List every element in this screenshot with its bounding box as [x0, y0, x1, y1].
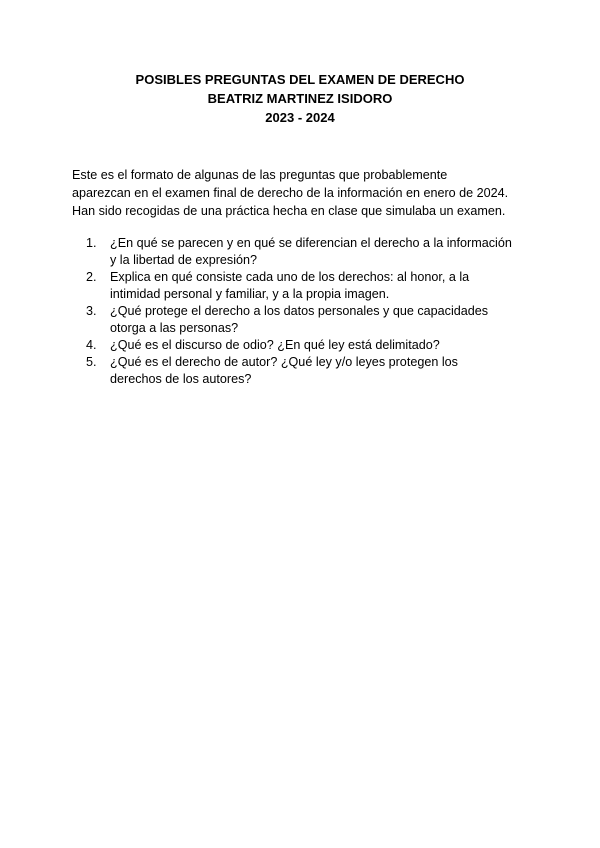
question-number: 4. [86, 338, 97, 352]
question-number: 3. [86, 304, 97, 318]
question-number: 1. [86, 236, 97, 250]
intro-line: aparezcan en el examen final de derecho de la información en enero de 2024. [72, 186, 509, 200]
question-item [86, 235, 546, 269]
question-text-line: ¿Qué protege el derecho a los datos personales y que capacidades [110, 304, 489, 318]
question-text-line: Explica en qué consiste cada uno de los derechos: al honor, a la [110, 270, 470, 284]
intro-line: Este es el formato de algunas de las preguntas que probablemente [72, 168, 448, 182]
intro-line: Han sido recogidas de una práctica hecha en clase que simulaba un examen. [72, 204, 506, 218]
question-item [86, 354, 546, 388]
question-number: 2. [86, 270, 97, 284]
question-text-line: ¿En qué se parecen y en qué se diferencian el derecho a la información [110, 236, 512, 250]
document-year: 2023 - 2024 [265, 110, 335, 125]
question-number: 5. [86, 355, 97, 369]
question-text-line: otorga a las personas? [110, 321, 239, 335]
question-item [86, 303, 546, 337]
questions-list [86, 235, 546, 388]
question-text-line: ¿Qué es el discurso de odio? ¿En qué ley está delimitado? [110, 338, 440, 352]
document-title: POSIBLES PREGUNTAS DEL EXAMEN DE DERECHO [135, 72, 465, 87]
document-header [0, 70, 600, 127]
question-item [86, 269, 546, 303]
question-text-line: derechos de los autores? [110, 372, 252, 386]
question-text-line: ¿Qué es el derecho de autor? ¿Qué ley y/o leyes protegen los [110, 355, 458, 369]
question-item [86, 337, 546, 354]
question-text-line: intimidad personal y familiar, y a la propia imagen. [110, 287, 390, 301]
document-author: BEATRIZ MARTINEZ ISIDORO [207, 91, 393, 106]
intro-paragraph [72, 166, 542, 220]
question-text-line: y la libertad de expresión? [110, 253, 258, 267]
